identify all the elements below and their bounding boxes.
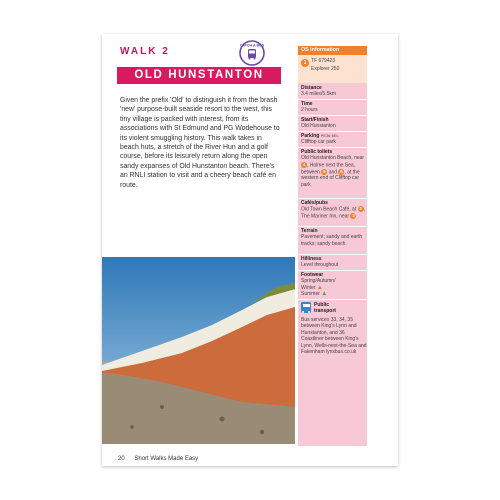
os-information-heading: OS information (298, 46, 367, 55)
cafes-heading: Cafés/pubs (301, 200, 328, 206)
page-footer (118, 456, 198, 462)
toilets-heading: Public toilets (301, 149, 333, 155)
hilliness-heading: Hilliness (301, 256, 322, 262)
os-information-box (298, 55, 367, 83)
catch-a-bus-badge (238, 39, 266, 67)
hilliness-value: Level throughout (301, 262, 339, 269)
walk-title: OLD HUNSTANTON (134, 69, 264, 81)
distance-section (298, 85, 367, 98)
walk-title-bar (117, 67, 281, 84)
transport-heading-1: Public (314, 302, 330, 308)
cafes-section: Cafés/pubs Old Town Beach Café, at 2 . The Mariner Inn, near 3 (301, 200, 365, 220)
marker-2: 2 (359, 206, 362, 212)
marker-5: 5 (323, 168, 326, 174)
distance-heading: Distance (301, 85, 322, 91)
distance-value: 3.4 miles/5.5km (301, 91, 337, 98)
terrain-value: Pavement; sandy and earth tracks; sandy beach (301, 234, 363, 247)
parking-heading: Parking (301, 133, 320, 139)
time-value: 2 hours (301, 107, 318, 114)
shoe-icon: ▲ (321, 291, 328, 298)
transport-heading-block (298, 302, 367, 315)
terrain-heading: Terrain (301, 228, 318, 234)
walk-number-label: WALK 2 (120, 46, 170, 57)
start-heading: Start/Finish (301, 117, 329, 123)
marker-3: 3 (352, 213, 355, 219)
cliff-photo (102, 257, 295, 444)
marker-6: 6 (340, 168, 343, 174)
terrain-section (298, 228, 367, 247)
walking-boot-icon: ▲ (316, 284, 323, 291)
time-heading: Time (301, 101, 313, 107)
hilliness-section (298, 256, 367, 269)
transport-value: Bus services 33, 34, 35 between King's Lynn and Hunstanton, and 36 Coastliner between King's Lynn, Wells-next-the-Sea and Fakenham lynxbus.co.uk (301, 317, 367, 356)
transport-section (298, 317, 367, 355)
time-section (298, 101, 367, 114)
book-title: Short Walks Made Easy (134, 456, 199, 462)
os-map: Explorer 250 (311, 66, 340, 72)
info-sidebar (298, 46, 367, 446)
os-marker: 1 (301, 59, 309, 67)
transport-heading-2: transport (314, 308, 336, 315)
marker-4: 4 (302, 161, 306, 167)
badge-text: CATCH A BUS (239, 43, 265, 48)
toilets-section: Public toilets Old Hunstanton Beach, near 4 , Holme next the Sea, between 5 and 6 , at the western end of Clifftop car park (298, 149, 367, 188)
page-number: 20 (118, 456, 125, 462)
footwear-section: Footwear Spring/Autumn/ Winter ▲ Summer ▲ (298, 272, 367, 298)
intro-paragraph: Given the prefix 'Old' to distinguish it from the brash 'new' purpose-built seaside resort to the west, this tiny village is packed with interest, from its associations with St Edmund and PG Wodehouse to its violent smuggling history. This walk takes in beach huts, a stretch of the River Hun and a golf course, before its leisurely return along the open sandy expanses of Old Hunstanton beach. There's an RNLI station to visit and a cheery beach café en route. (120, 97, 280, 189)
parking-section (298, 133, 367, 146)
parking-value: Clifftop car park (301, 139, 336, 146)
parking-code: PE36 6EL (320, 133, 339, 138)
os-grid-ref: TF 679423 (311, 58, 336, 64)
guidebook-page (102, 34, 398, 466)
footwear-heading: Footwear (301, 272, 324, 278)
start-value: Old Hunstanton (301, 123, 336, 130)
start-section (298, 117, 367, 130)
